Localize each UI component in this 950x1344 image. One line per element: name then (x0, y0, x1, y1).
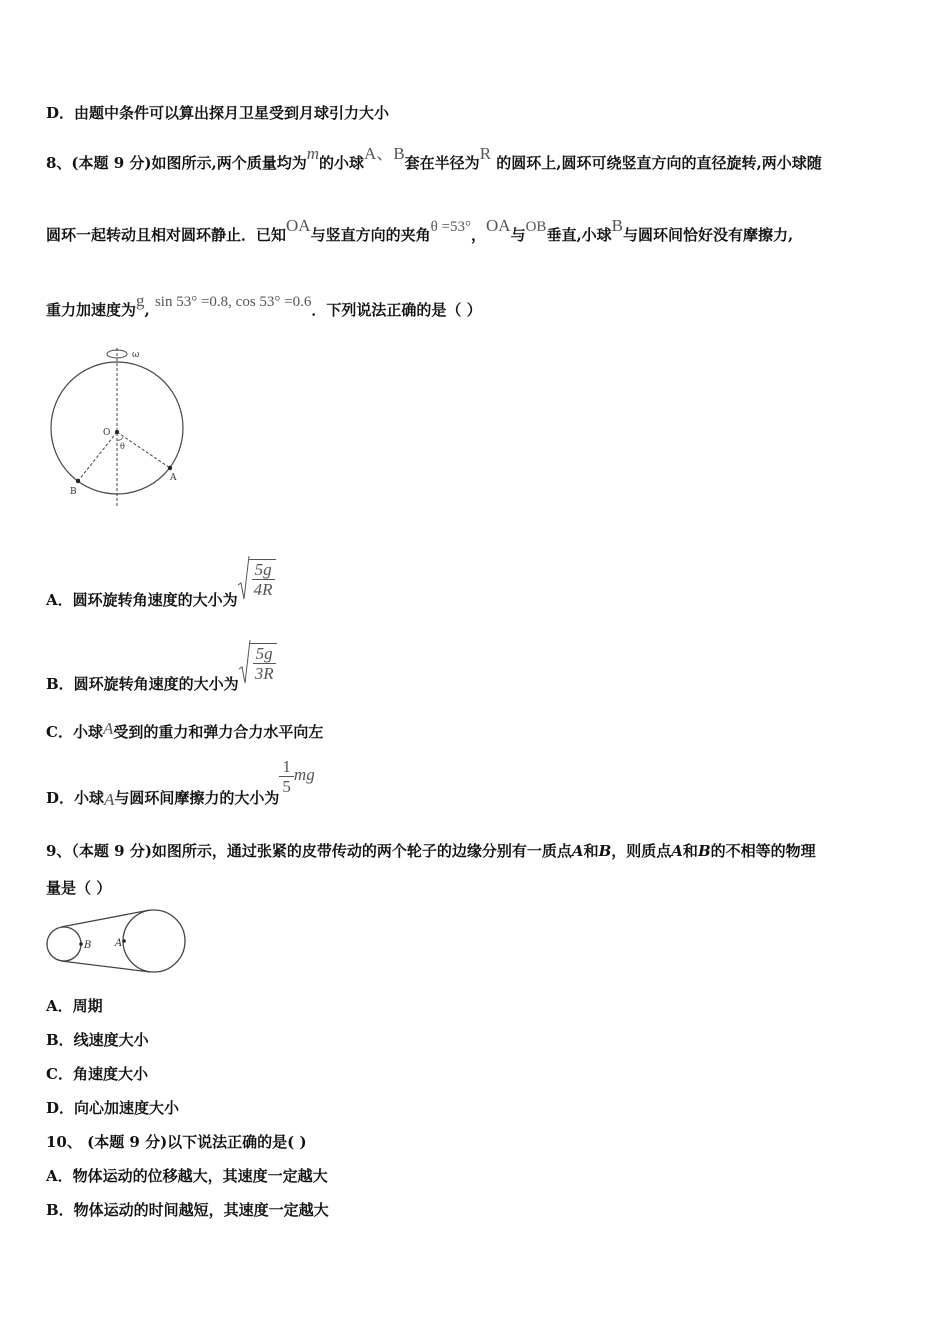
q9-text: 和 (583, 842, 599, 860)
math-a: A (102, 719, 114, 738)
q8-option-d (46, 757, 315, 809)
math-trig: sin 53° =0.8, cos 53° =0.6 (154, 294, 312, 310)
math-b: B (697, 842, 711, 860)
q8-text: 与 (510, 226, 526, 244)
fraction-1-5 (279, 757, 294, 796)
belt-top (61, 910, 150, 927)
q8-text: 与竖直方向的夹角 (310, 226, 431, 244)
q9-text: 和 (682, 842, 698, 860)
point-b (79, 942, 83, 946)
large-wheel (123, 910, 185, 972)
math-a: A (571, 842, 584, 860)
q9-text: ，则质点 (611, 842, 672, 860)
angle-arc (117, 437, 123, 440)
frac-den: 3R (254, 664, 274, 683)
q10-stem: 10、 (本题 9 分)以下说法正确的是( ) (46, 1133, 307, 1151)
math-oa: OA (486, 216, 511, 235)
frac-den: 5 (282, 777, 291, 796)
q9-option-b: B．线速度大小 (46, 1031, 149, 1049)
label-b: B (70, 487, 77, 497)
label-theta: θ (120, 442, 125, 451)
option-text: 受到的重力和弹力合力水平向左 (113, 723, 324, 741)
frac-num: 5g (252, 560, 275, 580)
q9-option-c: C．角速度大小 (46, 1065, 148, 1083)
label-a: A (170, 473, 177, 483)
sqrt-expression (238, 555, 276, 603)
q8-option-b (46, 639, 277, 693)
q7-option-d: D．由题中条件可以算出探月卫星受到月球引力大小 (46, 104, 390, 122)
q9-option-d: D．向心加速度大小 (46, 1099, 180, 1117)
label-b: B (84, 940, 92, 951)
frac-den: 4R (253, 580, 273, 599)
math-m: m (306, 144, 320, 163)
q8-text: 的圆环上,圆环可绕竖直方向的直径旋转,两小球随 (496, 154, 822, 172)
q8-stem-line2 (46, 216, 794, 245)
option-text: A．圆环旋转角速度的大小为 (46, 591, 238, 609)
math-mg: mg (293, 764, 315, 784)
q9-pulley-figure (44, 908, 189, 976)
q9-text: 9、（本题 9 分)如图所示，通过张紧的皮带传动的两个轮子的边缘分别有一质点 (46, 842, 572, 860)
q9-option-a: A．周期 (46, 997, 103, 1015)
q8-stem-line1 (46, 144, 822, 173)
q8-text: 重力加速度为 (46, 301, 137, 319)
q8-stem-line3: 重力加速度为g, sin 53° =0.8, cos 53° =0.6．下列说法正确的是（ ） (46, 291, 482, 319)
small-wheel (47, 927, 81, 961)
q9-text: 的不相等的物理 (710, 842, 816, 860)
point-a (122, 939, 126, 943)
math-r: R (479, 144, 492, 163)
frac-num: 5g (253, 644, 276, 664)
q9-stem-line1 (46, 840, 816, 861)
q8-option-a (46, 555, 276, 609)
q8-text: 8、(本题 9 分)如图所示,两个质量均为 (46, 154, 307, 172)
q8-text: 的小球 (319, 154, 365, 172)
frac-num: 1 (279, 757, 294, 777)
math-ab: A、B (364, 144, 405, 163)
q8-text: 与圆环间恰好没有摩擦力, (623, 226, 794, 244)
math-oa: OA (286, 216, 311, 235)
option-text: 与圆环间摩擦力的大小为 (114, 788, 280, 807)
point-o (115, 430, 119, 434)
math-theta: θ =53° (430, 219, 471, 235)
q10-option-b: B．物体运动的时间越短，其速度一定越大 (46, 1201, 329, 1219)
q8-text: 套在半径为 (404, 154, 480, 172)
q10-option-a: A．物体运动的位移越大，其速度一定越大 (46, 1167, 328, 1185)
math-ob: OB (525, 219, 547, 235)
q8-text: 垂直,小球 (546, 226, 612, 244)
option-text: C．小球 (46, 723, 103, 741)
q8-option-c (46, 721, 323, 742)
line-oa (117, 432, 170, 468)
q8-text: ， (471, 226, 487, 244)
math-a: A (104, 789, 115, 809)
math-a: A (671, 842, 683, 860)
point-a (168, 466, 172, 470)
point-b (76, 479, 80, 483)
line-ob (78, 432, 117, 481)
omega-label: ω (132, 350, 140, 360)
q8-ring-figure (46, 340, 191, 520)
math-b: B (611, 216, 624, 235)
sqrt-expression (239, 639, 277, 687)
q8-text: ．下列说法正确的是（ ） (311, 301, 482, 319)
math-b: B (598, 842, 612, 860)
label-o: O (103, 428, 111, 438)
q9-stem-line2: 量是（ ） (46, 879, 112, 897)
q8-text: 圆环一起转动且相对圆环静止．已知 (46, 226, 287, 244)
option-text: D．小球 (46, 788, 105, 807)
label-a: A (115, 938, 123, 949)
option-text: B．圆环旋转角速度的大小为 (46, 675, 239, 693)
math-g: g (136, 291, 145, 310)
